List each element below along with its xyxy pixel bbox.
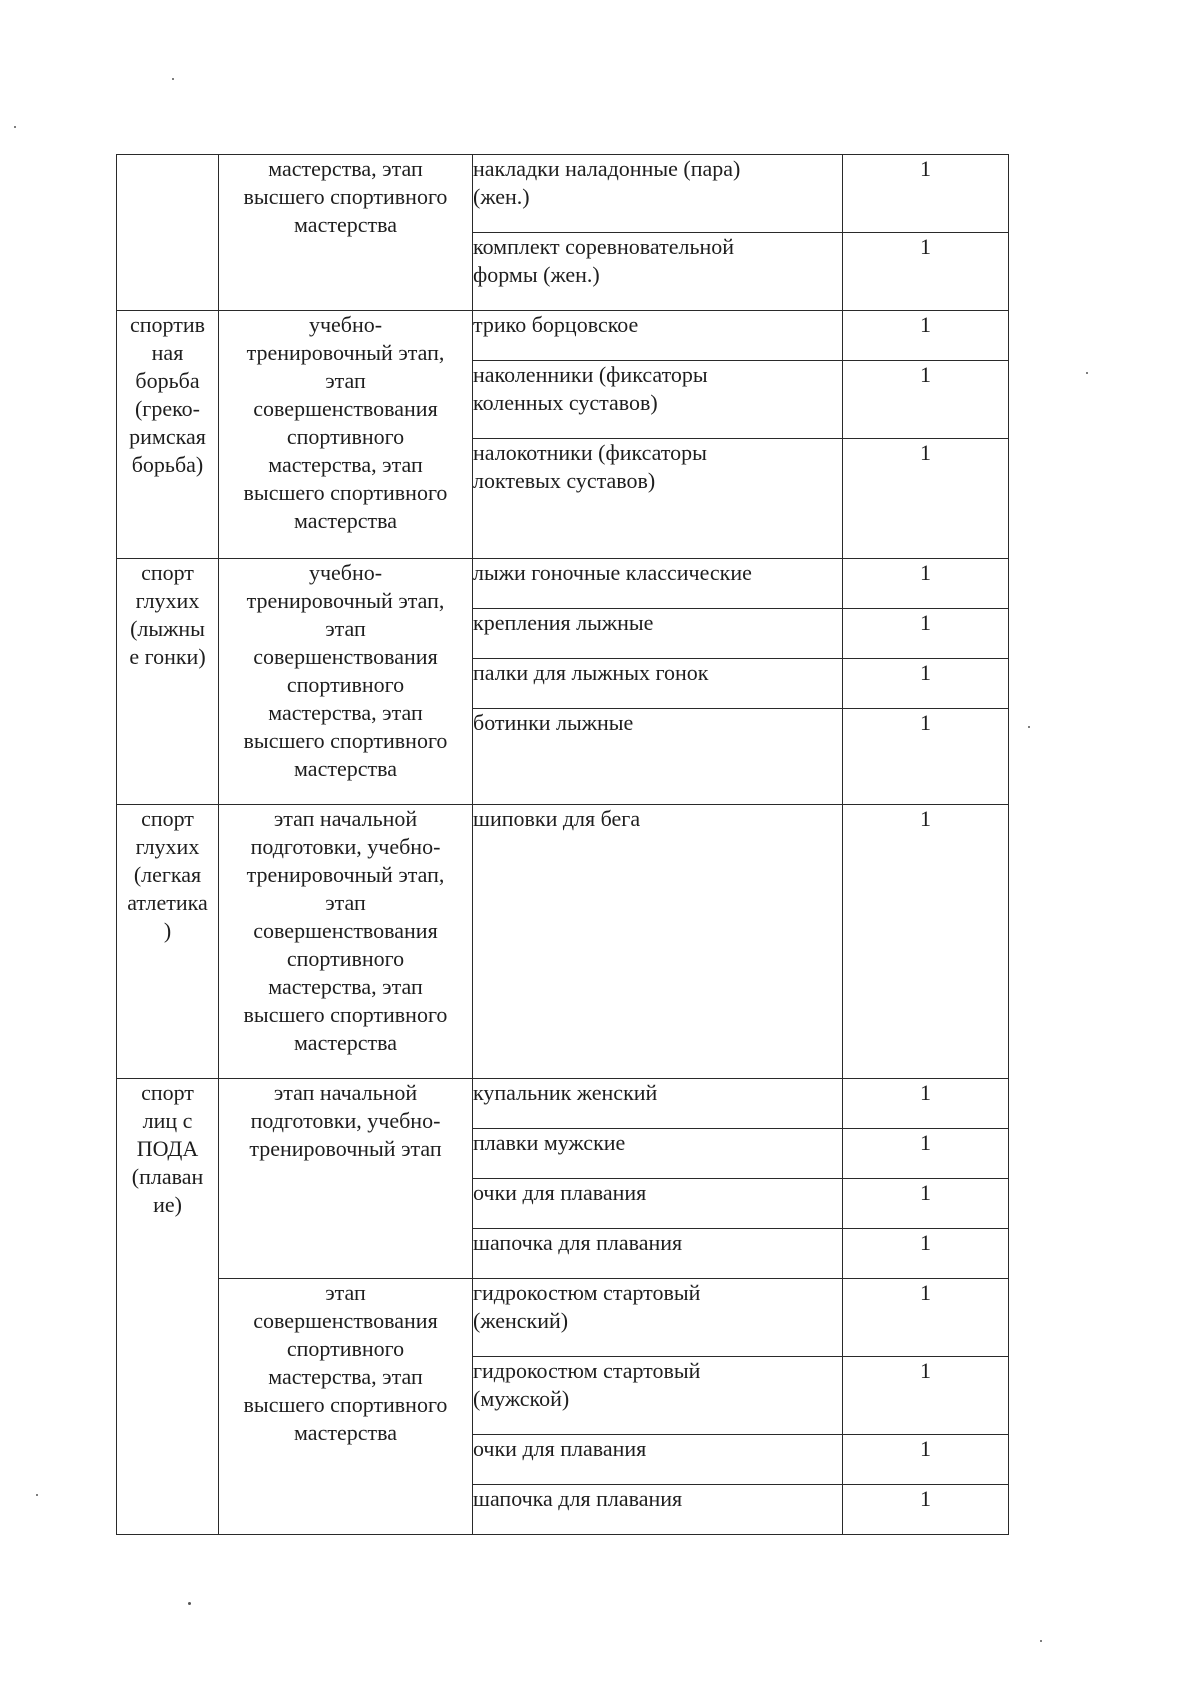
- sport-cell: спорт глухих (легкая атлетика ): [117, 805, 219, 1079]
- qty-cell: 1: [843, 1357, 1009, 1435]
- stage-cell: этап начальной подготовки, учебно- тренировочный этап, этап совершенствования спортивного мастерства, этап высшего спортивного мастерства: [219, 805, 473, 1079]
- table-row: [117, 805, 1009, 1079]
- item-cell: палки для лыжных гонок: [473, 659, 843, 709]
- scan-speck: [1086, 372, 1088, 374]
- scan-speck: [172, 78, 174, 80]
- qty-cell: 1: [843, 659, 1009, 709]
- qty-cell: 1: [843, 1279, 1009, 1357]
- item-cell: трико борцовское: [473, 311, 843, 361]
- table-row: [117, 311, 1009, 361]
- table-row: [117, 1079, 1009, 1129]
- sport-cell: спорт глухих (лыжны е гонки): [117, 559, 219, 805]
- item-cell: гидрокостюм стартовый (женский): [473, 1279, 843, 1357]
- qty-cell: 1: [843, 559, 1009, 609]
- item-cell: гидрокостюм стартовый (мужской): [473, 1357, 843, 1435]
- scan-speck: [1040, 1640, 1042, 1642]
- item-cell: комплект соревновательной формы (жен.): [473, 233, 843, 311]
- item-cell: очки для плавания: [473, 1435, 843, 1485]
- qty-cell: 1: [843, 1229, 1009, 1279]
- qty-cell: 1: [843, 233, 1009, 311]
- table-row: [117, 155, 1009, 233]
- item-cell: налокотники (фиксаторы локтевых суставов): [473, 439, 843, 559]
- item-cell: шапочка для плавания: [473, 1485, 843, 1535]
- qty-cell: 1: [843, 439, 1009, 559]
- stage-cell: учебно- тренировочный этап, этап совершенствования спортивного мастерства, этап высшего спортивного мастерства: [219, 559, 473, 805]
- qty-cell: 1: [843, 1435, 1009, 1485]
- scan-speck: [36, 1494, 38, 1496]
- stage-cell: мастерства, этап высшего спортивного мастерства: [219, 155, 473, 311]
- equipment-table: [116, 154, 1009, 1535]
- scan-speck: [188, 1602, 191, 1605]
- item-cell: шиповки для бега: [473, 805, 843, 1079]
- stage-cell: этап начальной подготовки, учебно- тренировочный этап: [219, 1079, 473, 1279]
- qty-cell: 1: [843, 361, 1009, 439]
- item-cell: лыжи гоночные классические: [473, 559, 843, 609]
- qty-cell: 1: [843, 805, 1009, 1079]
- stage-cell: этап совершенствования спортивного мастерства, этап высшего спортивного мастерства: [219, 1279, 473, 1535]
- item-cell: купальник женский: [473, 1079, 843, 1129]
- qty-cell: 1: [843, 1179, 1009, 1229]
- item-cell: плавки мужские: [473, 1129, 843, 1179]
- table-row: [117, 559, 1009, 609]
- qty-cell: 1: [843, 1079, 1009, 1129]
- item-cell: накладки наладонные (пара) (жен.): [473, 155, 843, 233]
- item-cell: крепления лыжные: [473, 609, 843, 659]
- sport-cell: спортив ная борьба (греко- римская борьба): [117, 311, 219, 559]
- sport-cell: [117, 155, 219, 311]
- item-cell: наколенники (фиксаторы коленных суставов): [473, 361, 843, 439]
- qty-cell: 1: [843, 155, 1009, 233]
- qty-cell: 1: [843, 609, 1009, 659]
- item-cell: ботинки лыжные: [473, 709, 843, 805]
- stage-cell: учебно- тренировочный этап, этап совершенствования спортивного мастерства, этап высшего спортивного мастерства: [219, 311, 473, 559]
- scan-speck: [1028, 726, 1030, 728]
- table-row: [117, 1279, 1009, 1357]
- qty-cell: 1: [843, 1485, 1009, 1535]
- qty-cell: 1: [843, 709, 1009, 805]
- scan-speck: [14, 126, 16, 128]
- item-cell: очки для плавания: [473, 1179, 843, 1229]
- sport-cell: спорт лиц с ПОДА (плаван ие): [117, 1079, 219, 1535]
- item-cell: шапочка для плавания: [473, 1229, 843, 1279]
- qty-cell: 1: [843, 311, 1009, 361]
- qty-cell: 1: [843, 1129, 1009, 1179]
